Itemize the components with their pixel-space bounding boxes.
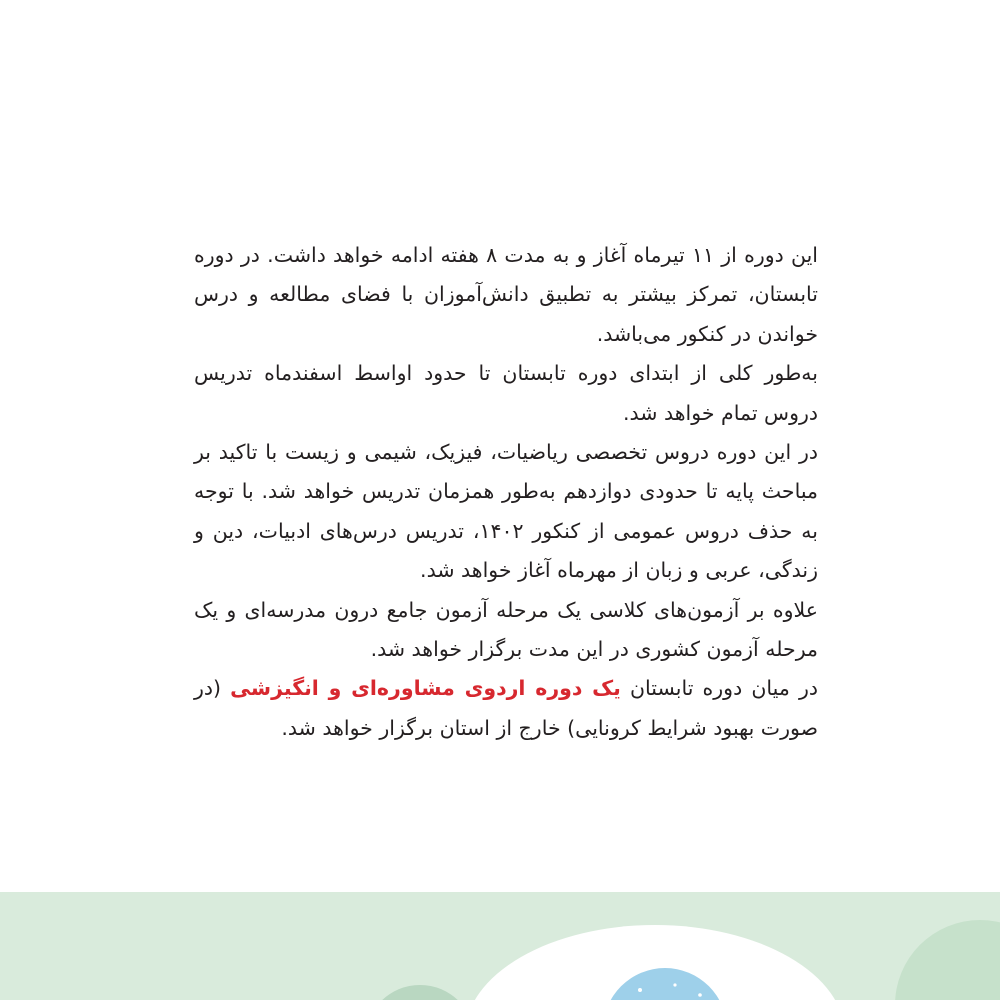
paragraph: در این دوره دروس تخصصی ریاضیات، فیزیک، شیمی و زیست با تاکید بر مباحث پایه تا حدودی دوازدهم به‌طور همزمان تدریس خواهد شد. با توجه به حذف دروس عمومی از کنکور ۱۴۰۲، تدریس درس‌های ادبیات، دین و زندگی، عربی و زبان از مهرماه آغاز خواهد شد. <box>194 440 818 583</box>
body-text <box>194 236 818 748</box>
paragraph: این دوره از ۱۱ تیرماه آغاز و به مدت ۸ هفته ادامه خواهد داشت. در دوره تابستان، تمرکز بیشتر به تطبیق دانش‌آموزان با فضای مطالعه و درس خواندن در کنکور می‌باشد. <box>194 243 819 346</box>
camp-text-after: (در صورت بهبود شرایط کرونایی) خارج از استان برگزار خواهد شد. <box>194 676 818 740</box>
paragraph-camp <box>194 669 818 748</box>
footer-band <box>0 892 1000 1000</box>
camp-text-before: در میان دوره تابستان <box>620 676 818 701</box>
paragraph: به‌طور کلی از ابتدای دوره تابستان تا حدود اواسط اسفندماه تدریس دروس تمام خواهد شد. <box>194 361 818 425</box>
paragraph: علاوه بر آزمون‌های کلاسی یک مرحله آزمون جامع درون مدرسه‌ای و یک مرحله آزمون کشوری در این مدت برگزار خواهد شد. <box>194 597 818 662</box>
camp-highlight: یک دوره اردوی مشاوره‌ای و انگیزشی <box>230 676 621 701</box>
